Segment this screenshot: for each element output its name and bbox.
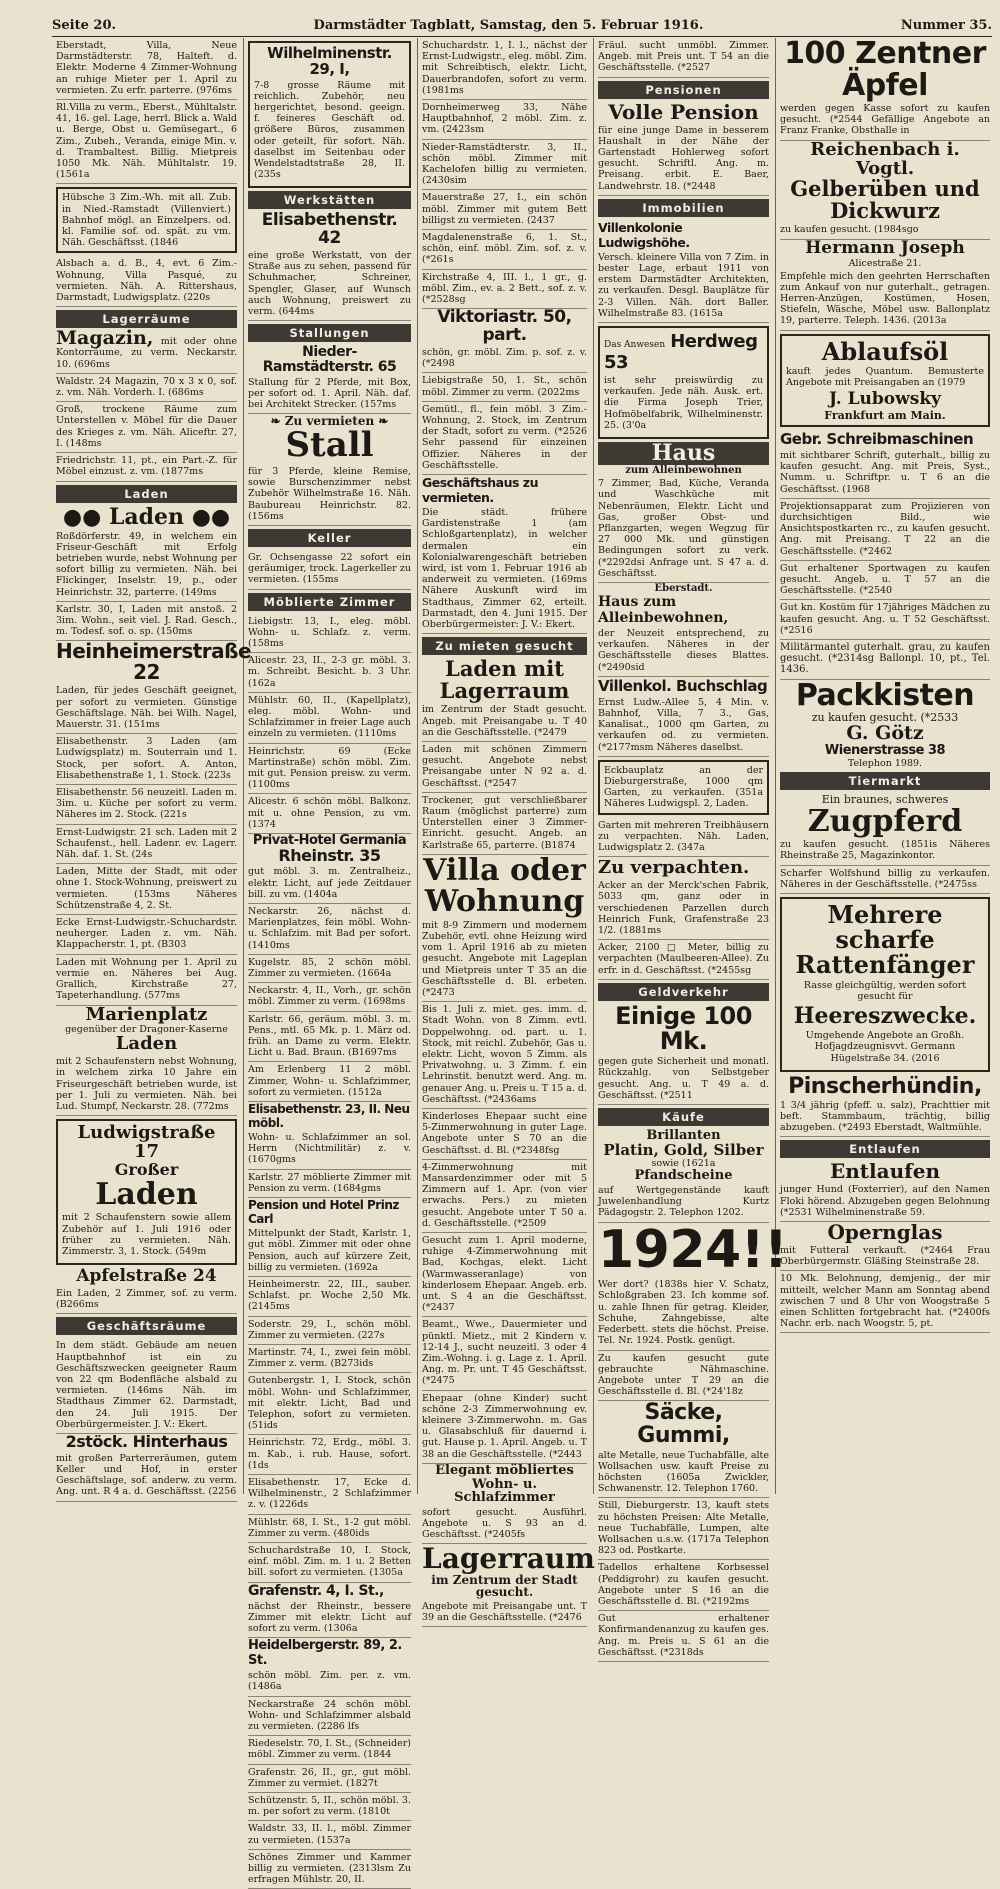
classified-ad: Acker, 2100 □ Meter, billig zu verpachten (Maulbeeren-Allee). Zu erfr. in d. Geschäftsst. (*2455sg: [598, 940, 769, 980]
classified-ad: gegen gute Sicherheit und monatl. Rückzahlg. von Selbstgeber gesucht. Ang. u. T 49 a. d. Geschäftsst. (*2511: [598, 1054, 769, 1105]
classified-ad: Empfehle mich den geehrten Herrschaften zum Ankauf von nur guterhalt., getragen. Herren-Anzügen, Kostümen, Hosen, Stiefeln, Wäsche, Möbel usw. Ballonplatz 19, parterre. Teleph. 1436. (2013a: [780, 269, 990, 331]
classified-ad: Waldstr. 24 Magazin, 70 x 3 x 0, sof. z. vm. Näh. Vorderh. I. (686ms: [56, 374, 237, 402]
section-heading: Stallungen: [248, 324, 411, 342]
ad-subline: Frankfurt am Main.: [824, 408, 946, 422]
classified-ad: In dem städt. Gebäude am neuen Hauptbahnhof ist ein zu Geschäftszwecken geeigneter Raum von 22 qm Bodenfläche alsbald zu vermieten. (146ms Näh. im Stadthaus Zimmer 62. Darmstadt, den 24. Juli 1915. Der Oberbürgermeister. J. V.: Ekert.: [56, 1338, 237, 1434]
ad-headline: Gelberüben und Dickwurz: [790, 176, 980, 224]
classified-ad: [56, 327, 237, 374]
classified-ad: Fräul. sucht unmöbl. Zimmer. Angeb. mit Preis unt. T 54 an die Geschäftsstelle. (*2527: [598, 38, 769, 78]
ad-text: Umgehende Angebote an Großh. Hofjagdzeugnisvvt. Germann Hügelstraße 34. (2016: [805, 1030, 965, 1064]
ad-headline: Wilhelminenstr. 29, I,: [267, 44, 392, 78]
classified-ad: Neckarstr. 26, nächst d. Marienplatzes, fein möbl. Wohn- u. Schlafzim. mit Bad per sofort. (1410ms: [248, 904, 411, 955]
boxed-ad: [598, 326, 769, 439]
ad-text: ist sehr preiswürdig zu verkaufen. Jede näh. Ausk. ert. die Firma Joseph Trier, Hofmöbelfabrik, Wilhelminenstr. 25. (3'0a: [604, 375, 763, 431]
classified-ad: werden gegen Kasse sofort zu kaufen gesucht. (*2544 Gefällige Angebote an Franz Franke, Obsthalle in: [780, 101, 990, 141]
ad-subline: Telephon 1989.: [847, 757, 923, 769]
classified-ad: junger Hund (Foxterrier), auf den Namen Floki hörend. Abzugeben gegen Belohnung (*2531 Wilhelminenstraße 59.: [780, 1182, 990, 1222]
classified-ad: Karlstr. 66, geräum. möbl. 3. m. Pens., mtl. 65 Mk. p. 1. März od. früh. an Dame zu verm. Elektr. Licht u. Bad. Braun. (B1697ms: [248, 1012, 411, 1063]
classified-ad: Ernst-Ludwigstr. 21 sch. Laden mit 2 Schaufenst., hell. Ladenr. ev. Lagerr. Näh. daf. 1. St. (24s: [56, 825, 237, 865]
section-heading: Tiermarkt: [780, 772, 990, 790]
column-2: [244, 38, 418, 1886]
classified-ad: sofort gesucht. Ausführl. Angebote u. S 93 an d. Geschäftsst. (*2405fs: [422, 1505, 587, 1545]
ad-text: 7-8 grosse Räume mit reichlich. Zubehör, neu hergerichtet, besond. geeign. f. feineres Geschäft od. größere Büros, zusammen oder geteilt, für sofort. Näh. daselbst im Seitenbau oder Wendelstadtstraße 28, II. (235s: [254, 79, 405, 181]
ad-headline: Ablaufsöl: [821, 336, 949, 366]
ad-subline: Alicestraße 21.: [848, 257, 922, 269]
classified-ad: Schuchardstr. 1, I. l., nächst der Ernst-Ludwigstr., eleg. möbl. Zim. mit Schreibtisch, elektr. Licht, Dauerbrandofen, sofort zu verm. (1981ms: [422, 38, 587, 100]
classified-ad: Liebigstr. 13, I., eleg. möbl. Wohn- u. Schlafz. z. verm. (158ms: [248, 614, 411, 654]
section-heading: Möblierte Zimmer: [248, 593, 411, 611]
ad-subline: gegenüber der Dragoner-Kaserne: [65, 1024, 228, 1036]
ad-headline: Platin, Gold, Silber: [603, 1140, 764, 1159]
classified-ad: Schuchardstraße 10, I. Stock, einf. möbl. Zim. m. 1 u. 2 Betten bill. sofort zu vermieten. (1305a: [248, 1543, 411, 1583]
classified-ad: Karlstr. 27 möblierte Zimmer mit Pension zu verm. (1684gms: [248, 1170, 411, 1198]
ad-headline: Brillanten: [646, 1128, 721, 1144]
classified-ad: Wer dort? (1838s hier V. Schatz, Schloßgraben 23. Ich komme sof. u. zahle Ihnen für getrag. Kleider, Schuhe, Zahngebisse, alte Federbett. stets die höchst. Preise. Tel. Nr. 1924. Postk. genügt.: [598, 1277, 769, 1350]
classified-ad: Kinderloses Ehepaar sucht eine 5-Zimmerwohnung in guter Lage. Angebote unter S 70 an die Geschäftsst. d. Bl. (*2348fsg: [422, 1109, 587, 1160]
ad-headline: Pinscherhündin,: [788, 1073, 982, 1099]
classified-ad: Laden mit schönen Zimmern gesucht. Angebote nebst Preisangabe unter N 92 a. d. Geschäftsst. (*2547: [422, 742, 587, 793]
column-3: [418, 38, 595, 1624]
classified-ad: Soderstr. 29, I., schön möbl. Zimmer zu vermieten. (227s: [248, 1317, 411, 1345]
section-heading: Käufe: [598, 1108, 769, 1126]
section-heading: Zu mieten gesucht: [422, 637, 587, 655]
ad-headline: Haus: [598, 442, 769, 465]
ad-headline: Packkisten: [795, 677, 975, 713]
classified-ad: 10 Mk. Belohnung, demjenig., der mir mitteilt, welcher Mann am Sonntag abend zwischen 7 und 8 Uhr von Woogstraße 5 einen Schlitten fortgebracht hat. (*2400fs Nachr. erb. nach Woogstr. 5, pt.: [780, 1271, 990, 1333]
classified-ad: Laden, Mitte der Stadt, mit oder ohne 1. Stock-Wohnung, preiswert zu vermieten. (153ms Näheres Schützenstraße 4, 2. St.: [56, 864, 237, 915]
ad-headline: ●● Laden ●●: [62, 503, 231, 530]
ad-headline: Heidelbergerstr. 89, 2. St.: [248, 1638, 402, 1669]
classified-ad: Alicestr. 23, II., 2-3 gr. möbl. 3. m. Schreibt. Besicht. b. 3 Uhr. (162a: [248, 653, 411, 693]
ad-columns: [52, 36, 996, 1886]
classified-ad: Heinrichstr. 69 (Ecke Martinstraße) schön möbl. Zim. mit gut. Pension preisw. zu verm. (1100ms: [248, 744, 411, 795]
ad-headline: Volle Pension: [608, 99, 759, 124]
section-heading: Geschäftsräume: [56, 1317, 237, 1335]
ad-subline: im Zentrum der Stadt gesucht.: [431, 1572, 578, 1600]
ad-headline: Zugpferd: [807, 803, 963, 839]
classified-ad: Waldstr. 33, II. l., möbl. Zimmer zu vermieten. (1537a: [248, 1821, 411, 1849]
classified-ad: Neckarstraße 24 schön möbl. Wohn- und Schlafzimmer alsbald zu vermieten. (2286 lfs: [248, 1697, 411, 1737]
classified-ad: Acker an der Merck'schen Fabrik, 5033 qm, ganz oder in verschiedenen Parzellen durch Heinrich Funk, Grafenstraße 23 1/2. (1881ms: [598, 878, 769, 940]
section-heading: Lagerräume: [56, 310, 237, 328]
classified-ad: eine große Werkstatt, von der Straße aus zu sehen, passend für Schuhmacher, Schreiner, Spengler, Glaser, auf Wunsch auch Wohnung, preiswert zu verm. (644ms: [248, 248, 411, 321]
ad-subline: Das Anwesen: [604, 340, 666, 351]
ad-text: Rasse gleichgültig, werden sofort gesucht für: [803, 979, 967, 1002]
classified-ad: Neckarstr. 4, II., Vorh., gr. schön möbl. Zimmer zu verm. (1698ms: [248, 983, 411, 1011]
classified-ad: für eine junge Dame in besserem Haushalt in der Nähe der Gartenstadt Hohlerweg sofort gesucht. Schriftl. Ang. m. Preisang. erbit. E. Baer, Landwehrstr. 18. (*2448: [598, 123, 769, 196]
ad-headline: Elisabethenstr. 23, II. Neu möbl.: [248, 1102, 410, 1131]
column-4: [594, 38, 788, 1658]
classified-ad: Angebote mit Preisangabe unt. T 39 an die Geschäftsstelle. (*2476: [422, 1599, 587, 1627]
classified-ad: Stallung für 2 Pferde, mit Box, per sofort od. 1. April. Näh. daf. bei Architekt Strecker. (157ms: [248, 375, 411, 415]
classified-ad: Friedrichstr. 11, pt., ein Part.-Z. für Möbel einzust. z. vm. (1877ms: [56, 453, 237, 481]
classified-ad: alte Metalle, neue Tuchabfälle, alte Wollsachen usw. kauft Preise zu höchsten (1605a Zwickler, Schwanenstr. 12. Telephon 1760.: [598, 1448, 769, 1499]
boxed-ad: [56, 1119, 237, 1265]
classified-ad: Ecke Ernst-Ludwigstr.-Schuchardstr. neuherger. Laden z. vm. Näh. Klappacherstr. 1, pt. (B303: [56, 915, 237, 955]
classified-ad: 4-Zimmerwohnung mit Mansardenzimmer oder mit 5 Zimmern auf 1. Apr. (von vier erwachs. Pers.) zu mieten gesucht. Angebote unter T 50 a. d. Geschäftsstelle. (*2509: [422, 1160, 587, 1233]
classified-ad: Elisabethenstr. 17, Ecke d. Wilhelminenstr., 2 Schlafzimmer z. v. (1226ds: [248, 1475, 411, 1515]
ad-subline: zum Alleinbewohnen: [625, 465, 742, 477]
classified-ad: Rl.Villa zu verm., Eberst., Mühltalstr. 41, 16. gel. Lage, herrl. Blick a. Wald u. Berge, Obst u. Gemüsegart., 6 Zim., Zubeh., Veranda, einige Min. v. d. Trambaltest. Billig. Mietpreis 1050 Mk. Näh. Mühltalstr. 19. (1561a: [56, 100, 237, 184]
ad-headline: Säcke, Gummi,: [637, 1400, 730, 1449]
classified-ad: für 3 Pferde, kleine Remise, sowie Burschenzimmer nebst Zubehör Wilhelmstraße 16. Näh. Baubureau Heinrichstr. 82. (156ms: [248, 464, 411, 526]
ad-headline: Heinheimerstraße 22: [56, 639, 252, 685]
section-heading: Entlaufen: [780, 1140, 990, 1158]
boxed-ad: [248, 41, 411, 188]
classified-ad: Groß, trockene Räume zum Unterstellen v. Möbel für die Dauer des Krieges z. vm. Näh. Aliceftr. 27, I. (148ms: [56, 402, 237, 453]
classified-ad: Ernst Ludw.-Allee 5, 4 Min. v. Bahnhof, Villa, 7 3., Gas, Kanalisat., 1000 qm Garten, zu verkaufen od. zu vermieten. (*2177msm Näheres daselbst.: [598, 695, 769, 757]
ad-headline: Hermann Joseph: [805, 237, 965, 258]
ad-headline: Gebr. Schreibmaschinen: [780, 429, 974, 448]
ad-headline: Villa oder Wohnung: [423, 852, 586, 920]
classified-ad: Mauerstraße 27, I., ein schön möbl. Zimmer mit gutem Bett billigst zu vermieten. (2437: [422, 190, 587, 230]
ad-subline: Ein braunes, schweres: [821, 792, 949, 806]
ad-headline: Magazin,: [56, 327, 154, 350]
classified-ad: Elisabethenstr. 3 Laden (am Ludwigsplatz) m. Souterrain und 1. Stock, per sofort. A. Anton, Elisabethenstraße 1, 1. Stock. (223s: [56, 734, 237, 785]
classified-ad: schön möbl. Zim. per. z. vm. (1486a: [248, 1668, 411, 1696]
classified-ad: zu kaufen gesucht. (1984sgo: [780, 222, 990, 239]
classified-ad: Mühlstr. 68, I. St., 1-2 gut möbl. Zimmer zu verm. (480ids: [248, 1515, 411, 1543]
classified-ad: mit 8-9 Zimmern und modernem Zubehör, evtl. ohne Heizung wird vom 1. April 1916 ab zu mieten gesucht. Angebote mit Lageplan und Mietpreis unter T 35 an die Geschäftsstelle d. Bl. erbeten. (*2473: [422, 918, 587, 1002]
ad-headline: Nieder-Ramstädterstr. 65: [262, 344, 397, 375]
ad-subline: sowie (1621a: [651, 1158, 716, 1170]
section-heading: Immobilien: [598, 199, 769, 217]
ad-headline: Mehrere scharfe Rattenfänger: [795, 900, 975, 980]
ad-headline: Reichenbach i. Vogtl.: [810, 138, 960, 179]
ad-headline: Elegant möbliertes Wohn- u. Schlafzimmer: [435, 1462, 574, 1506]
classified-ad: mit Futteral verkauft. (*2464 Frau Oberbürgermstr. Gläßing Steinstraße 28.: [780, 1243, 990, 1271]
classified-ad: Liebigstraße 50, 1. St., schön möbl. Zimmer zu verm. (2022ms: [422, 373, 587, 401]
ad-headline: Pension und Hotel Prinz Carl: [248, 1198, 399, 1227]
ad-headline: J. Lubowsky: [829, 389, 941, 410]
classified-ad: Beamt., Wwe., Dauermieter und pünktl. Mietz., mit 2 Kindern v. 12-14 J., sucht neuzeitl. 3 oder 4 Zim.-Wohng. i. g. Lage z. 1. April. Ang. m. Pr. unt. T 45 Geschäftsst. (*2475: [422, 1317, 587, 1390]
classified-ad: Projektionsapparat zum Projizieren von durchsichtigen Bild., wie Ansichtspostkarten rc., zu kaufen gesucht. Ang. mit Preisang. T 22 an die Geschäftsstelle. (*2462: [780, 499, 990, 561]
ad-headline: Laden: [95, 1176, 198, 1212]
classified-ad: gut möbl. 3. m. Zentralheiz., elektr. Licht, auf jede Zeitdauer bill. zu vm. (1404a: [248, 864, 411, 904]
classified-ad: Mühlstr. 60, II., (Kapellplatz), eleg. möbl. Wohn- und Schlafzimmer in freier Lage auch einzeln zu vermieten. (1110ms: [248, 693, 411, 744]
ad-headline: 100 Zentner Äpfel: [784, 36, 986, 103]
ad-subline: Eberstadt.: [654, 582, 713, 594]
ad-text: mit oder ohne Kontorräume, zu verm. Neckarstr. 10. (696ms: [56, 336, 237, 370]
ad-headline: Einige 100 Mk.: [615, 1001, 752, 1056]
classified-ad: schön, gr. möbl. Zim. p. sof. z. v. (*2498: [422, 345, 587, 373]
classified-ad: im Zentrum der Stadt gesucht. Angeb. mit Preisangabe u. T 40 an die Geschäftsstelle. (*2479: [422, 702, 587, 742]
page-number: Seite 20.: [52, 17, 117, 33]
ad-headline: Villenkol. Buchschlag: [598, 676, 768, 695]
ad-headline: Laden: [115, 1033, 178, 1055]
classified-ad: 1 3/4 jährig (pfeff. u. salz), Prachttier mit beft. Stammbaum, trächtig, billig abzugeben. (*2493 Eberstadt, Waltmühle.: [780, 1098, 990, 1138]
classified-ad: Ehepaar (ohne Kinder) sucht schöne 2-3 Zimmerwohnung ev. kleinere 3-Zimmerwohn. m. Gas u. Glasabschluß für dauernd i. gut. Hause p. 1. April. Angeb. u. T 38 an die Geschäftsstelle. (*2443: [422, 1391, 587, 1464]
classified-ad: Bis 1. Juli z. miet. ges. imm. d. Stadt Wohn. von 8 Zimm. evtl. Doppelwohng. od. part. u. 1. Stock, mit reichl. Zubehör, Gas u. elektr. Licht, wovon 5 Zimm. als Privatwohng. u. 3 Zimm. f. ein Lehrinstit. benutzt werd. Ang. m. genauer Ang. u. Preis u. T 15 a. d. Geschäftsst. (*2436ams: [422, 1002, 587, 1109]
classified-ad: Trockener, gut verschließbarer Raum (möglichst parterre) zum Unterstellen einer 3 Zimmer-Einricht. gesucht. Angeb. an Karlstraße 65, parterre. (B1874: [422, 793, 587, 855]
ad-headline: Herdweg 53: [604, 331, 758, 374]
classified-ad: Am Erlenberg 11 2 möbl. Zimmer, Wohn- u. Schlafzimmer, sofort zu vermieten. (1512a: [248, 1062, 411, 1102]
classified-ad: Gut erhaltener Sportwagen zu kaufen gesucht. Angeb. u. T 57 an die Geschäftsstelle. (*2540: [780, 561, 990, 601]
classified-ad: Militärmantel guterhalt. grau, zu kaufen gesucht. (*2314sg Ballonpl. 10, pt., Tel. 1436.: [780, 640, 990, 680]
classified-ad: zu kaufen gesucht. (1851is Näheres Rheinstraße 25, Magazinkontor.: [780, 837, 990, 865]
classified-ad: Alicestr. 6 schön möbl. Balkonz. mit u. ohne Pension, zu vm. (1374: [248, 794, 411, 834]
ad-subline: ❧ Zu vermieten ❧: [270, 414, 389, 429]
classified-ad: Gutenbergstr. 1, I. Stock, schön möbl. Wohn- und Schlafzimmer, mit elektr. Licht, Bad und Telephon, sofort zu vermieten. (51ids: [248, 1373, 411, 1435]
classified-ad: Zu kaufen gesucht gute gebrauchte Nähmaschine. Angebote unter T 29 an die Geschäftsstelle d. Bl. (*24'18z: [598, 1351, 769, 1402]
classified-ad: Hübsche 3 Zim.-Wh. mit all. Zub. in Nied.-Ramstadt (Villenviert.) Bahnhof mögl. an Einzelpers. od. kl. Familie sof. od. spät. zu vm. Näh. Geschäftsst. (1846: [56, 187, 237, 253]
classified-ad: Garten mit mehreren Treibhäusern zu verpachten. Näh. Laden, Ludwigsplatz 2. (347a: [598, 818, 769, 858]
classified-ad: der Neuzeit entsprechend, zu verkaufen. Näheres in der Geschäftsstelle dieses Blattes. (*2490sid: [598, 626, 769, 677]
ad-headline: Heereszwecke.: [793, 1003, 977, 1029]
classified-ad: Mittelpunkt der Stadt, Karlstr. 1, gut möbl. Zimmer mit oder ohne Pension, auch auf kürzere Zeit, billig zu vermieten. (1692a: [248, 1226, 411, 1277]
ad-headline: Pfandscheine: [634, 1168, 733, 1184]
issue-number: Nummer 35.: [900, 17, 992, 33]
classified-ad: Die städt. frühere Gardistenstraße 1 (am Schloßgartenplatz), in welcher dermalen ein Kolonialwarengeschäft betrieben wird, ist vom 1. Februar 1916 ab anderweit zu vermieten. (169ms Nähere Auskunft wird im Stadthaus, Zimmer 62, erteilt. Darmstadt, den 4. Juni 1915. Der Oberbürgermeister: J. V.: Ekert.: [422, 505, 587, 634]
section-heading: Pensionen: [598, 81, 769, 99]
classified-ad: Magdalenenstraße 6, 1. St., schön, einf. möbl. Zim. sof. z. v. (*261s: [422, 230, 587, 270]
classified-ad: Nieder-Ramstädterstr. 3, II., schön möbl. Zimmer mit Kachelofen billig zu vermieten. (2430sim: [422, 140, 587, 191]
classified-ad: Elisabethenstr. 56 neuzeitl. Laden m. 3im. u. Küche per sofort zu verm. Näheres im 2. Stock. (221s: [56, 785, 237, 825]
ad-headline: Haus zum Alleinbewohnen,: [598, 593, 729, 626]
ad-subline: zu kaufen gesucht. (*2533: [811, 711, 959, 725]
classified-ad: Alsbach a. d. B., 4, evt. 6 Zim.-Wohnung, Villa Pasqué, zu vermieten. Näh. A. Rittershaus, Darmstadt, Ludwigsplatz. (220s: [56, 256, 237, 307]
classified-ad: Roßdörferstr. 49, in welchem ein Friseur-Geschäft mit Erfolg betrieben wurde, nebst Wohnung per sofort billig zu vermieten. Näh. bei Flickinger, Inselstr. 19, p., oder Heinrichstr. 32, parterre. (149ms: [56, 529, 237, 602]
column-1: [52, 38, 252, 1498]
ad-subline: Rheinstr. 35: [278, 845, 381, 865]
ad-headline: Marienplatz: [85, 1003, 208, 1025]
ad-text: mit 2 Schaufenstern sowie allem Zubehör auf 1. Juli 1916 oder früher zu vermieten. Näh. Zimmerstr. 3, 1. Stock. (549m: [62, 1212, 231, 1257]
ad-headline: Apfelstraße 24: [76, 1266, 217, 1287]
ad-headline: Lagerraum: [422, 1542, 595, 1576]
classified-ad: Gr. Ochsengasse 22 sofort ein geräumiger, trock. Lagerkeller zu vermieten. (155ms: [248, 550, 411, 590]
ad-text: kauft jedes Quantum. Bemusterte Angebote mit Preisangaben an (1979: [786, 365, 984, 388]
classified-ad: Kirchstraße 4, III. l., 1 gr., g. möbl. Zim., ev. a. 2 Bett., sof. z. v. (*2528sg: [422, 270, 587, 310]
classified-ad: Schönes Zimmer und Kammer billig zu vermieten. (2313lsm Zu erfragen Mühlstr. 20, II.: [248, 1850, 411, 1889]
classified-ad: Gesucht zum 1. April moderne, ruhige 4-Zimmerwohnung mit Bad, Kochgas, elekt. Licht (Warmwasseranlage) von kinderlosem Ehepaar. Angeb. erb. unt. S 4 an die Geschäftsst. (*2437: [422, 1233, 587, 1317]
classified-ad: mit sichtbarer Schrift, guterhalt., billig zu kaufen gesucht. Ang. mit Preis, Syst., Numm. u. Schriftpr. u. T 6 an die Geschäftsst. (1968: [780, 448, 990, 499]
classified-ad: Laden mit Wohnung per 1. April zu vermie en. Näheres bei Aug. Grallich, Kirchstraße 27, Tapeterhandlung. (577ms: [56, 955, 237, 1006]
classified-ad: Versch. kleinere Villa von 7 Zim. in bester Lage, erbaut 1911 von erstem Darmstädter Architekten, zu verkaufen. Desgl. Bauplätze für 2-3 Villen. Näh. dort Baller. Wilhelmstraße 83. (1615a: [598, 250, 769, 323]
ad-headline: Elisabethenstr. 42: [261, 210, 398, 249]
classified-ad: Gut erhaltener Konfirmandenanzug zu kaufen ges. Ang. m. Preis u. S 61 an die Geschäftsst. (*2318ds: [598, 1611, 769, 1662]
classified-ad: Heinheimerstr. 22, III., sauber. Schlafst. pr. Woche 2,50 Mk. (2145ms: [248, 1277, 411, 1317]
ad-headline: Villenkolonie Ludwigshöhe.: [598, 219, 690, 250]
section-heading: Laden: [56, 485, 237, 503]
classified-ad: Gut kn. Kostüm für 17jähriges Mädchen zu kaufen gesucht. Ang. u. T 52 Geschäftsst. (*2516: [780, 600, 990, 640]
ad-headline: Grafenstr. 4, I. St.,: [248, 1582, 384, 1599]
ad-headline: Privat-Hotel Germania: [252, 832, 407, 848]
classified-ad: Grafenstr. 26, II., gr., gut möbl. Zimmer zu vermiet. (1827t: [248, 1765, 411, 1793]
ad-headline: Entlaufen: [830, 1159, 940, 1184]
classified-ad: auf Wertgegenstände kauft Juwelenhandlung Kurtz Pädagogstr. 2. Telephon 1202.: [598, 1183, 769, 1223]
ad-headline: 1924!!: [598, 1219, 788, 1280]
section-heading: Werkstätten: [248, 191, 411, 209]
page-header: [52, 14, 992, 37]
classified-ad: Martinstr. 74, I., zwei fein möbl. Zimmer z. verm. (B273ids: [248, 1345, 411, 1373]
masthead-line: Darmstädter Tagblatt, Samstag, den 5. Februar 1916.: [313, 17, 704, 33]
classified-ad: Still, Dieburgerstr. 13, kauft stets zu höchsten Preisen: Alte Metalle, neue Tuchabfälle, Lumpen, alte Wollsachen u.s.w. (1717a Telephon 823 od. Postkarte.: [598, 1498, 769, 1560]
classified-ad: Karlstr. 30, I, Laden mit anstoß. 2 3im. Wohn., seit viel. J. Rad. Gesch., m. Todesf. sof. o. sp. (150ms: [56, 602, 237, 642]
classified-ad: Eckbauplatz an der Dieburgerstraße, 1000 qm Garten, zu verkaufen. (351a Näheres Ludwigspl. 2, Laden.: [598, 760, 769, 815]
boxed-ad: [780, 334, 990, 427]
classified-ad: Dornheimerweg 33, Nähe Hauptbahnhof, 2 möbl. Zim. z. vm. (2423sm: [422, 100, 587, 140]
ad-headline: Zu verpachten.: [598, 857, 750, 879]
classified-ad: Wohn- u. Schlafzimmer an sol. Herrn (Nichtmilitär) z. v. (1670gms: [248, 1130, 411, 1170]
classified-ad: Laden, für jedes Geschäft geeignet, per sofort zu vermieten. Günstige Geschäftslage. Näh. bei Wilh. Nagel, Mauerstr. 31. (151ms: [56, 683, 237, 734]
classified-ad: 7 Zimmer, Bad, Küche, Veranda und Waschküche mit Nebenräumen, Elektr. Licht und Gas, großer Obst- und Pflanzgarten, wegen Wegzug für 27 000 Mk. und günstigen Bedingungen sofort zu verk. (*2292dsi Anfrage unt. S 47 a. d. Geschäftsst.: [598, 476, 769, 583]
classified-ad: Schützenstr. 5, II., schön möbl. 3. m. per sofort zu verm. (1810t: [248, 1793, 411, 1821]
classified-ad: Scharfer Wolfshund billig zu verkaufen. Näheres in der Geschäftsstelle. (*2475ss: [780, 866, 990, 894]
ad-headline: Geschäftshaus zu vermieten.: [422, 474, 538, 505]
ad-headline: Viktoriastr. 50, part.: [437, 307, 572, 346]
classified-ad: Kugelstr. 85, 2 schön möbl. Zimmer zu vermieten. (1664a: [248, 955, 411, 983]
ad-headline: Ludwigstraße 17: [77, 1122, 216, 1163]
ad-headline: Opernglas: [827, 1220, 943, 1245]
ad-subline: Wienerstrasse 38: [824, 743, 946, 759]
ad-headline: Stall: [285, 425, 374, 466]
section-heading: Geldverkehr: [598, 983, 769, 1001]
classified-ad: Gemütl., fl., fein möbl. 3 Zim.-Wohnung, 2. Stock, im Zentrum der Stadt, sofort zu verm. (*2526 Sehr passend für einzeinen Offizier. Näheres in der Geschäftsstelle.: [422, 402, 587, 475]
classified-ad: mit großen Parterreräumen, gutem Keller und Hof, in erster Geschäftslage, sof. anderw. zu verm. Ang. unt. R 4 a. d. Geschäftsst. (2256: [56, 1451, 237, 1502]
classified-ad: Tadellos erhaltene Korbsessel (Peddigrohr) zu kaufen gesucht. Angebote unter S 16 an die Geschäftsstelle d. Bl. (*2192ms: [598, 1560, 769, 1611]
boxed-ad: [780, 897, 990, 1072]
classified-ad: Riedeselstr. 70, I. St., (Schneider) möbl. Zimmer zu verm. (1844: [248, 1736, 411, 1764]
ad-headline: 2stöck. Hinterhaus: [65, 1432, 228, 1452]
classified-ad: Eberstadt, Villa, Neue Darmstädterstr. 78, Halteft. d. Elektr. Moderne 4 Zimmer-Wohnung an ruhige Mieter per 1. April zu vermieten. Zu erfr. parterre. (976ms: [56, 38, 237, 100]
column-5: [776, 38, 996, 1494]
ad-subline: Großer: [114, 1160, 179, 1180]
classified-ad: Heinrichstr. 72, Erdg., möbl. 3. m. Kab., i. rub. Hause, sofort. (1ds: [248, 1435, 411, 1475]
classified-ad: nächst der Rheinstr., bessere Zimmer mit elektr. Licht auf sofort zu verm. (1306a: [248, 1599, 411, 1639]
section-heading: Keller: [248, 529, 411, 547]
ad-headline: G. Götz: [846, 722, 924, 745]
classified-ad: Ein Laden, 2 Zimmer, sof. zu verm. (B266ms: [56, 1286, 237, 1314]
ad-headline: Laden mit Lagerraum: [439, 656, 570, 704]
classified-ad: mit 2 Schaufenstern nebst Wohnung, in welchem zirka 10 Jahre ein Friseurgeschäft betrieben wurde, ist per 1. Juli zu vermieten. Näh. bei Lud. Stumpf, Neckarstr. 28. (772ms: [56, 1054, 237, 1116]
